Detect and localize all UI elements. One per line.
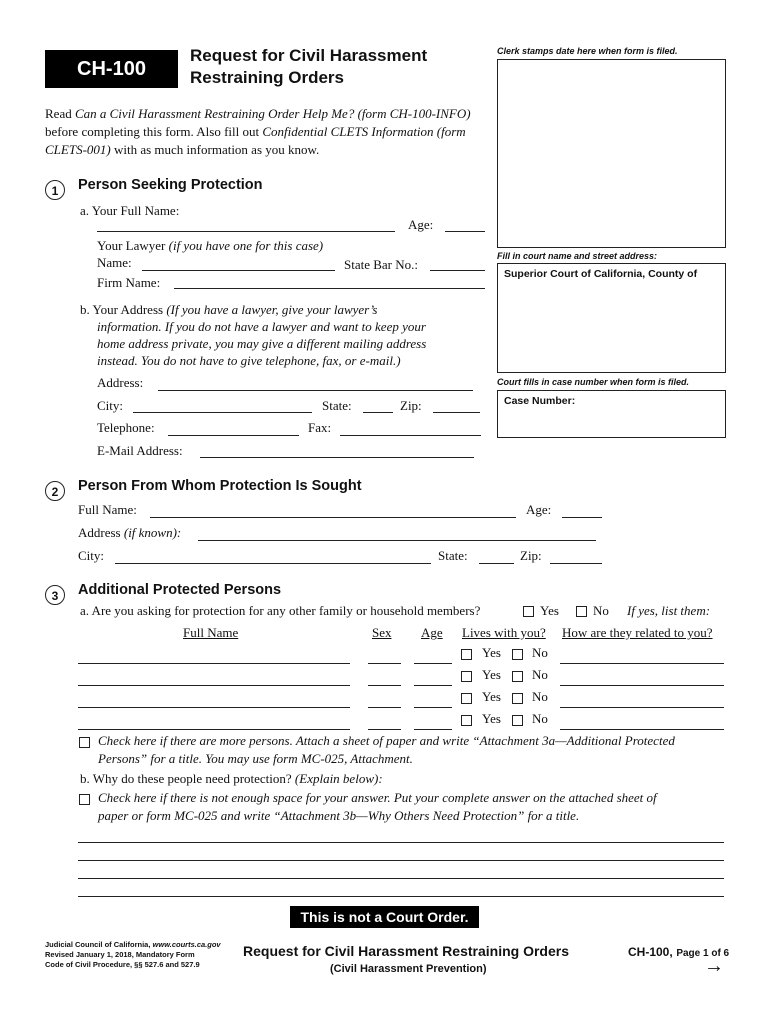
section-1-number: 1 <box>45 180 65 200</box>
firm-name-input[interactable] <box>174 288 485 289</box>
state-bar-input[interactable] <box>430 270 485 271</box>
lawyer-note: (if you have one for this case) <box>168 238 324 253</box>
lives-with-yes-label: Yes <box>482 711 501 726</box>
telephone-label: Telephone: <box>97 420 155 435</box>
respondent-name-input[interactable] <box>150 517 516 518</box>
city-input[interactable] <box>133 412 312 413</box>
why-protection-text: b. Why do these people need protection? <box>80 771 292 786</box>
lawyer-heading <box>97 238 323 254</box>
person-age-input[interactable] <box>414 729 452 730</box>
lives-with-no-label: No <box>532 689 548 704</box>
address-note-2: information. If you do not have a lawyer and want to keep your <box>97 319 426 334</box>
other-members-no-checkbox[interactable] <box>576 606 587 617</box>
more-persons-text-1: Check here if there are more persons. Attach a sheet of paper and write “Attachment 3a—Additional Protected <box>98 733 675 748</box>
intro-form-ref: Can a Civil Harassment Restraining Order Help Me? (form CH-100-INFO) <box>74 106 471 121</box>
court-name-label: Fill in court name and street address: <box>497 251 658 261</box>
footer-code: Code of Civil Procedure, §§ 527.6 and 527.9 <box>45 960 200 969</box>
respondent-name-label: Full Name: <box>78 502 137 517</box>
person-name-input[interactable] <box>78 729 350 730</box>
address-note-1: (If you have a lawyer, give your lawyer’s <box>166 302 378 317</box>
respondent-address-text: Address <box>78 525 121 540</box>
lives-with-no-checkbox[interactable] <box>512 693 523 704</box>
lives-with-yes-checkbox[interactable] <box>461 671 472 682</box>
form-title-line-1: Request for Civil Harassment <box>190 46 428 65</box>
case-number-hint: Court fills in case number when form is filed. <box>497 377 690 387</box>
footer-website-link[interactable]: www.courts.ca.gov <box>152 940 221 949</box>
why-protection-label <box>80 771 383 787</box>
person-sex-input[interactable] <box>368 707 401 708</box>
other-members-no-label: No <box>593 603 609 618</box>
section-3-number: 3 <box>45 585 65 605</box>
person-age-input[interactable] <box>414 707 452 708</box>
fax-label: Fax: <box>308 420 332 435</box>
person-sex-input[interactable] <box>368 663 401 664</box>
age-input[interactable] <box>445 231 485 232</box>
person-name-input[interactable] <box>78 685 350 686</box>
not-court-order-banner: This is not a Court Order. <box>290 906 479 928</box>
form-title-line-2: Restraining Orders <box>190 68 344 87</box>
respondent-age-label: Age: <box>526 502 552 517</box>
more-persons-checkbox[interactable] <box>79 737 90 748</box>
why-protection-note: (Explain below): <box>294 771 383 786</box>
respondent-address-input[interactable] <box>198 540 596 541</box>
col-relationship: How are they related to you? <box>562 625 713 640</box>
respondent-state-label: State: <box>438 548 468 563</box>
zip-label: Zip: <box>400 398 422 413</box>
person-relationship-input[interactable] <box>560 707 724 708</box>
lives-with-yes-checkbox[interactable] <box>461 649 472 660</box>
lives-with-yes-label: Yes <box>482 689 501 704</box>
respondent-zip-input[interactable] <box>550 563 602 564</box>
lives-with-no-label: No <box>532 645 548 660</box>
intro-clets-ref: Confidential CLETS Information (form CLETS-001) <box>45 124 466 157</box>
if-yes-list-label: If yes, list them: <box>627 603 711 618</box>
state-input[interactable] <box>363 412 393 413</box>
not-enough-space-checkbox[interactable] <box>79 794 90 805</box>
lives-with-yes-label: Yes <box>482 645 501 660</box>
age-label: Age: <box>408 217 434 232</box>
email-label: E-Mail Address: <box>97 443 183 458</box>
court-name-box[interactable] <box>497 263 726 373</box>
person-age-input[interactable] <box>414 663 452 664</box>
firm-name-label: Firm Name: <box>97 275 161 290</box>
lives-with-no-checkbox[interactable] <box>512 715 523 726</box>
respondent-address-label <box>78 525 181 541</box>
footer-subtitle: (Civil Harassment Prevention) <box>330 963 487 975</box>
lives-with-no-checkbox[interactable] <box>512 671 523 682</box>
footer-form-id: CH-100, <box>628 945 673 959</box>
footer-page-number: Page 1 of 6 <box>676 948 730 959</box>
section-2-number: 2 <box>45 481 65 501</box>
address-note-4: instead. You do not have to give telephone, fax, or e-mail.) <box>97 353 401 368</box>
clerk-stamp-box <box>497 59 726 248</box>
col-lives-with-you: Lives with you? <box>462 625 546 640</box>
your-address-label: b. Your Address <box>80 302 164 317</box>
state-bar-label: State Bar No.: <box>344 257 419 272</box>
section-3-title: Additional Protected Persons <box>78 582 282 598</box>
respondent-age-input[interactable] <box>562 517 602 518</box>
intro-end: with as much information as you know. <box>113 142 320 157</box>
col-sex: Sex <box>372 625 392 640</box>
lawyer-name-label: Name: <box>97 255 132 270</box>
telephone-input[interactable] <box>168 435 299 436</box>
lives-with-yes-checkbox[interactable] <box>461 715 472 726</box>
respondent-address-note: (if known): <box>123 525 182 540</box>
city-label: City: <box>97 398 124 413</box>
intro-read: Read <box>45 106 72 121</box>
respondent-city-label: City: <box>78 548 105 563</box>
lawyer-label: Your Lawyer <box>97 238 166 253</box>
footer-council: Judicial Council of California, <box>45 940 151 949</box>
case-number-label: Case Number: <box>504 395 576 407</box>
lives-with-no-label: No <box>532 711 548 726</box>
respondent-zip-label: Zip: <box>520 548 542 563</box>
footer-revised: Revised January 1, 2018, Mandatory Form <box>45 950 195 959</box>
person-relationship-input[interactable] <box>560 663 724 664</box>
footer-title: Request for Civil Harassment Restraining Orders <box>243 943 569 959</box>
not-enough-space-text-1: Check here if there is not enough space for your answer. Put your complete answer on the attached sheet of <box>98 790 657 805</box>
col-age: Age <box>421 625 443 640</box>
not-enough-space-text-2: paper or form MC-025 and write “Attachment 3b—Why Others Need Protection” for a title. <box>98 808 580 823</box>
section-1-title: Person Seeking Protection <box>78 177 263 193</box>
person-relationship-input[interactable] <box>560 729 724 730</box>
person-name-input[interactable] <box>78 663 350 664</box>
intro-mid: before completing this form. Also fill out <box>45 124 260 139</box>
full-name-input[interactable] <box>97 231 395 232</box>
more-persons-text-2: Persons” for a title. You may use form MC-025, Attachment. <box>98 751 413 766</box>
address-label: Address: <box>97 375 144 390</box>
form-id-badge: CH-100 <box>45 50 178 88</box>
explanation-line[interactable] <box>78 860 724 861</box>
person-name-input[interactable] <box>78 707 350 708</box>
lives-with-yes-checkbox[interactable] <box>461 693 472 704</box>
other-members-yes-checkbox[interactable] <box>523 606 534 617</box>
address-note-3: home address private, you may give a different mailing address <box>97 336 427 351</box>
lawyer-name-input[interactable] <box>142 270 335 271</box>
email-input[interactable] <box>200 457 474 458</box>
clerk-stamp-label: Clerk stamps date here when form is filed. <box>497 46 678 56</box>
lives-with-no-label: No <box>532 667 548 682</box>
other-members-question: a. Are you asking for protection for any other family or household members? <box>80 603 481 618</box>
respondent-state-input[interactable] <box>479 563 514 564</box>
col-full-name: Full Name <box>183 625 239 640</box>
lives-with-no-checkbox[interactable] <box>512 649 523 660</box>
state-label: State: <box>322 398 352 413</box>
case-number-box[interactable] <box>497 390 726 438</box>
zip-input[interactable] <box>433 412 480 413</box>
explanation-line[interactable] <box>78 842 724 843</box>
address-b-block <box>80 301 480 369</box>
court-name-value: Superior Court of California, County of <box>504 268 698 280</box>
address-input[interactable] <box>158 390 473 391</box>
person-sex-input[interactable] <box>368 729 401 730</box>
lives-with-yes-label: Yes <box>482 667 501 682</box>
person-relationship-input[interactable] <box>560 685 724 686</box>
intro-paragraph <box>45 105 475 159</box>
footer-left <box>45 940 221 970</box>
fax-input[interactable] <box>340 435 481 436</box>
full-name-label: a. Your Full Name: <box>80 203 180 218</box>
other-members-yes-label: Yes <box>540 603 559 618</box>
person-age-input[interactable] <box>414 685 452 686</box>
explanation-line[interactable] <box>78 896 724 897</box>
person-sex-input[interactable] <box>368 685 401 686</box>
explanation-line[interactable] <box>78 878 724 879</box>
next-page-arrow-icon[interactable]: → <box>704 955 724 977</box>
section-2-title: Person From Whom Protection Is Sought <box>78 478 362 494</box>
respondent-city-input[interactable] <box>115 563 431 564</box>
